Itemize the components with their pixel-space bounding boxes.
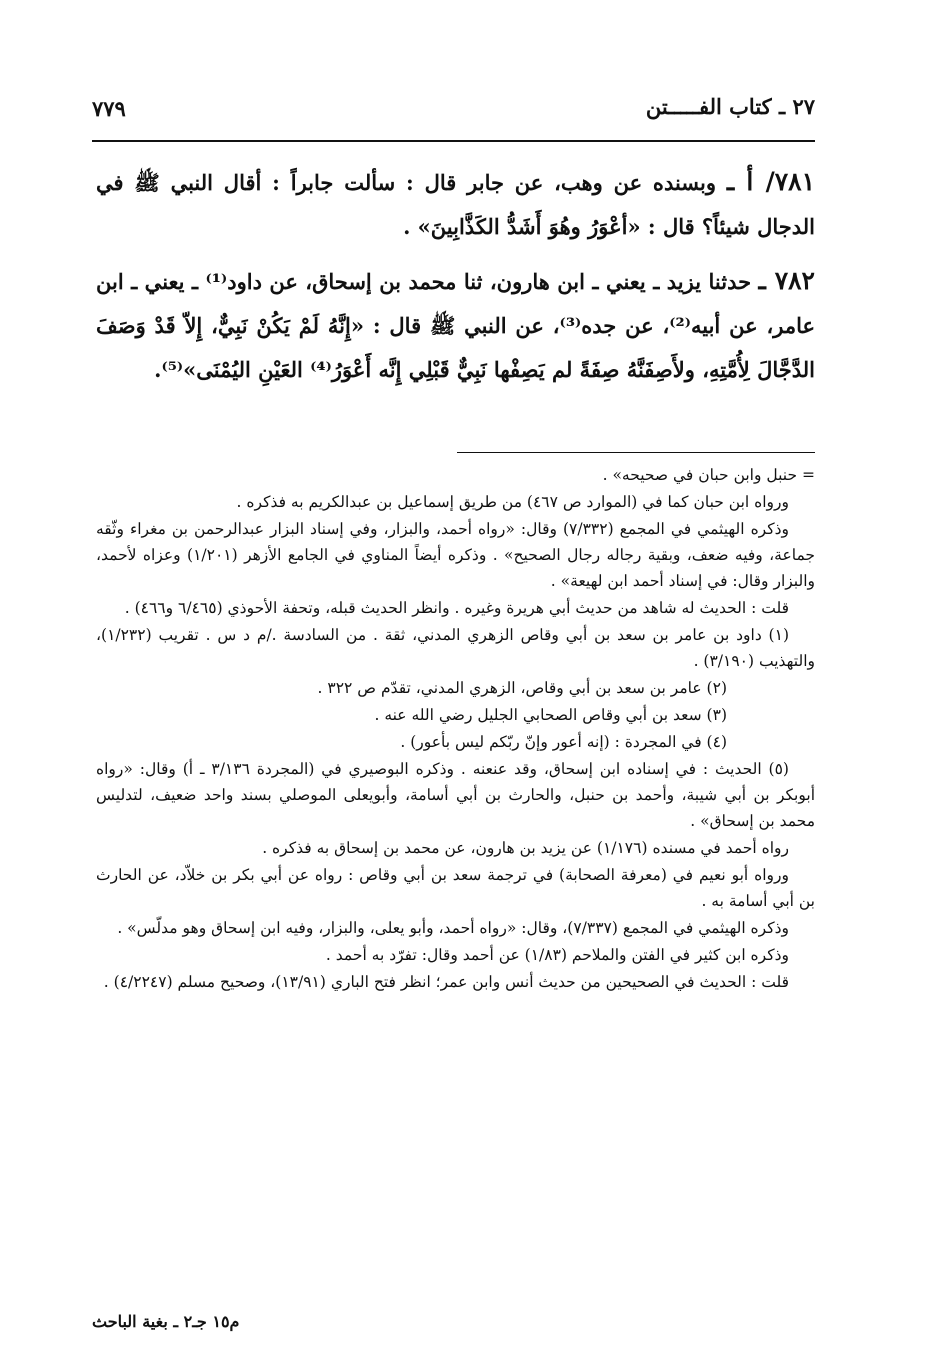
hadith-number: ٧٨٢ ـ — [758, 266, 815, 295]
footnote-paragraph: وذكره الهيثمي في المجمع (٧/٣٣٧)، وقال: «رواه أحمد، وأبو يعلى، والبزار، وفيه ابن إسحاق وهو مدلّس» . — [117, 919, 789, 937]
main-text — [96, 160, 815, 402]
page-number: ٧٧٩ — [92, 96, 126, 121]
footnote-3: (٣) سعد بن أبي وقاص الصحابي الجليل رضي الله عنه . — [374, 706, 727, 724]
hadith-781 — [96, 160, 815, 249]
printer-signature: م١٥ جـ٢ ـ بغية الباحث — [92, 1312, 240, 1331]
hadith-text: وبسنده عن وهب، عن جابر قال : سألت جابراً : أقال النبي ﷺ في الدجال شيئاً؟ قال : «أعْوَرُ وهُوَ أَشَدُّ الكَذَّابِينَ» . — [96, 170, 815, 239]
footnote-continuation: = حنبل وابن حبان في صحيحه» . — [602, 466, 815, 484]
footnote-paragraph: ورواه ابن حبان كما في (الموارد ص ٤٦٧) من طريق إسماعيل بن عبدالكريم به فذكره . — [236, 493, 789, 511]
footnote-1: (١) داود بن عامر بن سعد بن أبي وقاص الزهري المدني، ثقة . من السادسة ./م د س . تقريب (١/٢٣٢)، والتهذيب (٣/١٩٠) . — [96, 626, 815, 670]
running-header — [92, 94, 815, 128]
footnote-paragraph: وذكره الهيثمي في المجمع (٧/٣٣٢) وقال: «رواه أحمد، والبزار، وفي إسناد البزار عبدالرحمن بن مغراء وثّقه جماعة، وفيه ضعف، وبقية رجاله رجال الصحيح» . وذكره أيضاً المناوي في الجامع الأزهر (١/٢٠١) وعزاه لأحمد، والبزار وقال: في إسناد أحمد ابن لهيعة» . — [96, 520, 815, 590]
footnote-4: (٤) في المجردة : (إنه أعور وإنّ ربّكم ليس بأعور) . — [400, 733, 727, 751]
footnote-2: (٢) عامر بن سعد بن أبي وقاص، الزهري المدني، تقدّم ص ٣٢٢ . — [317, 679, 727, 697]
footnote-paragraph: قلت : الحديث له شاهد من حديث أبي هريرة وغيره . وانظر الحديث قبله، وتحفة الأحوذي (٦/٤٦٥ و٤٦٦) . — [124, 599, 789, 617]
header-rule — [92, 140, 815, 142]
hadith-782 — [96, 259, 815, 392]
hadith-text: حدثنا يزيد ـ يعني ـ ابن هارون، ثنا محمد بن إسحاق، عن داود⁽¹⁾ ـ يعني ـ ابن عامر، عن أبيه⁽²⁾، عن جده⁽³⁾، عن النبي ﷺ قال : «إِنَّهُ لَمْ يَكُنْ نَبِيٌّ، إِلاّ قَدْ وَصَفَ الدَّجَّالَ لِأُمَّتِهِ، ولأَصِفَنَّهُ صِفَةً لم يَصِفْها نَبِيٌّ قَبْلِي إِنَّه أَعْوَرُ⁽⁴⁾ العَيْنِ اليُمْنَى»⁽⁵⁾. — [96, 269, 815, 382]
footnote-paragraph: ورواه أبو نعيم في (معرفة الصحابة) في ترجمة سعد بن أبي وقاص : رواه عن أبي بكر بن خلاّد، عن الحارث بن أبي أسامة به . — [96, 866, 815, 910]
hadith-number: ٧٨١/ أ ـ — [726, 167, 816, 196]
footnotes — [96, 462, 815, 996]
footnote-rule — [457, 452, 815, 453]
footnote-5: (٥) الحديث : في إسناده ابن إسحاق، وقد عنعنه . وذكره البوصيري في (المجردة ٣/١٣٦ ـ أ) وقال: «رواه أبوبكر بن أبي شيبة، وأحمد بن حنبل، والحارث بن أبي أسامة، وأبويعلى الموصلي بسند واحد ضعيف، لتدليس محمد بن إسحاق» . — [96, 760, 815, 830]
footnote-paragraph: قلت : الحديث في الصحيحين من حديث أنس وابن عمر؛ انظر فتح الباري (١٣/٩١)، وصحيح مسلم (٤/٢٢٤٧) . — [103, 973, 789, 991]
book-title: ٢٧ ـ كتاب الفـــــتن — [645, 94, 815, 119]
footnote-paragraph: رواه أحمد في مسنده (١/١٧٦) عن يزيد بن هارون، عن محمد بن إسحاق به فذكره . — [262, 839, 789, 857]
footnote-paragraph: وذكره ابن كثير في الفتن والملاحم (١/٨٣) عن أحمد وقال: تفرّد به أحمد . — [325, 946, 789, 964]
